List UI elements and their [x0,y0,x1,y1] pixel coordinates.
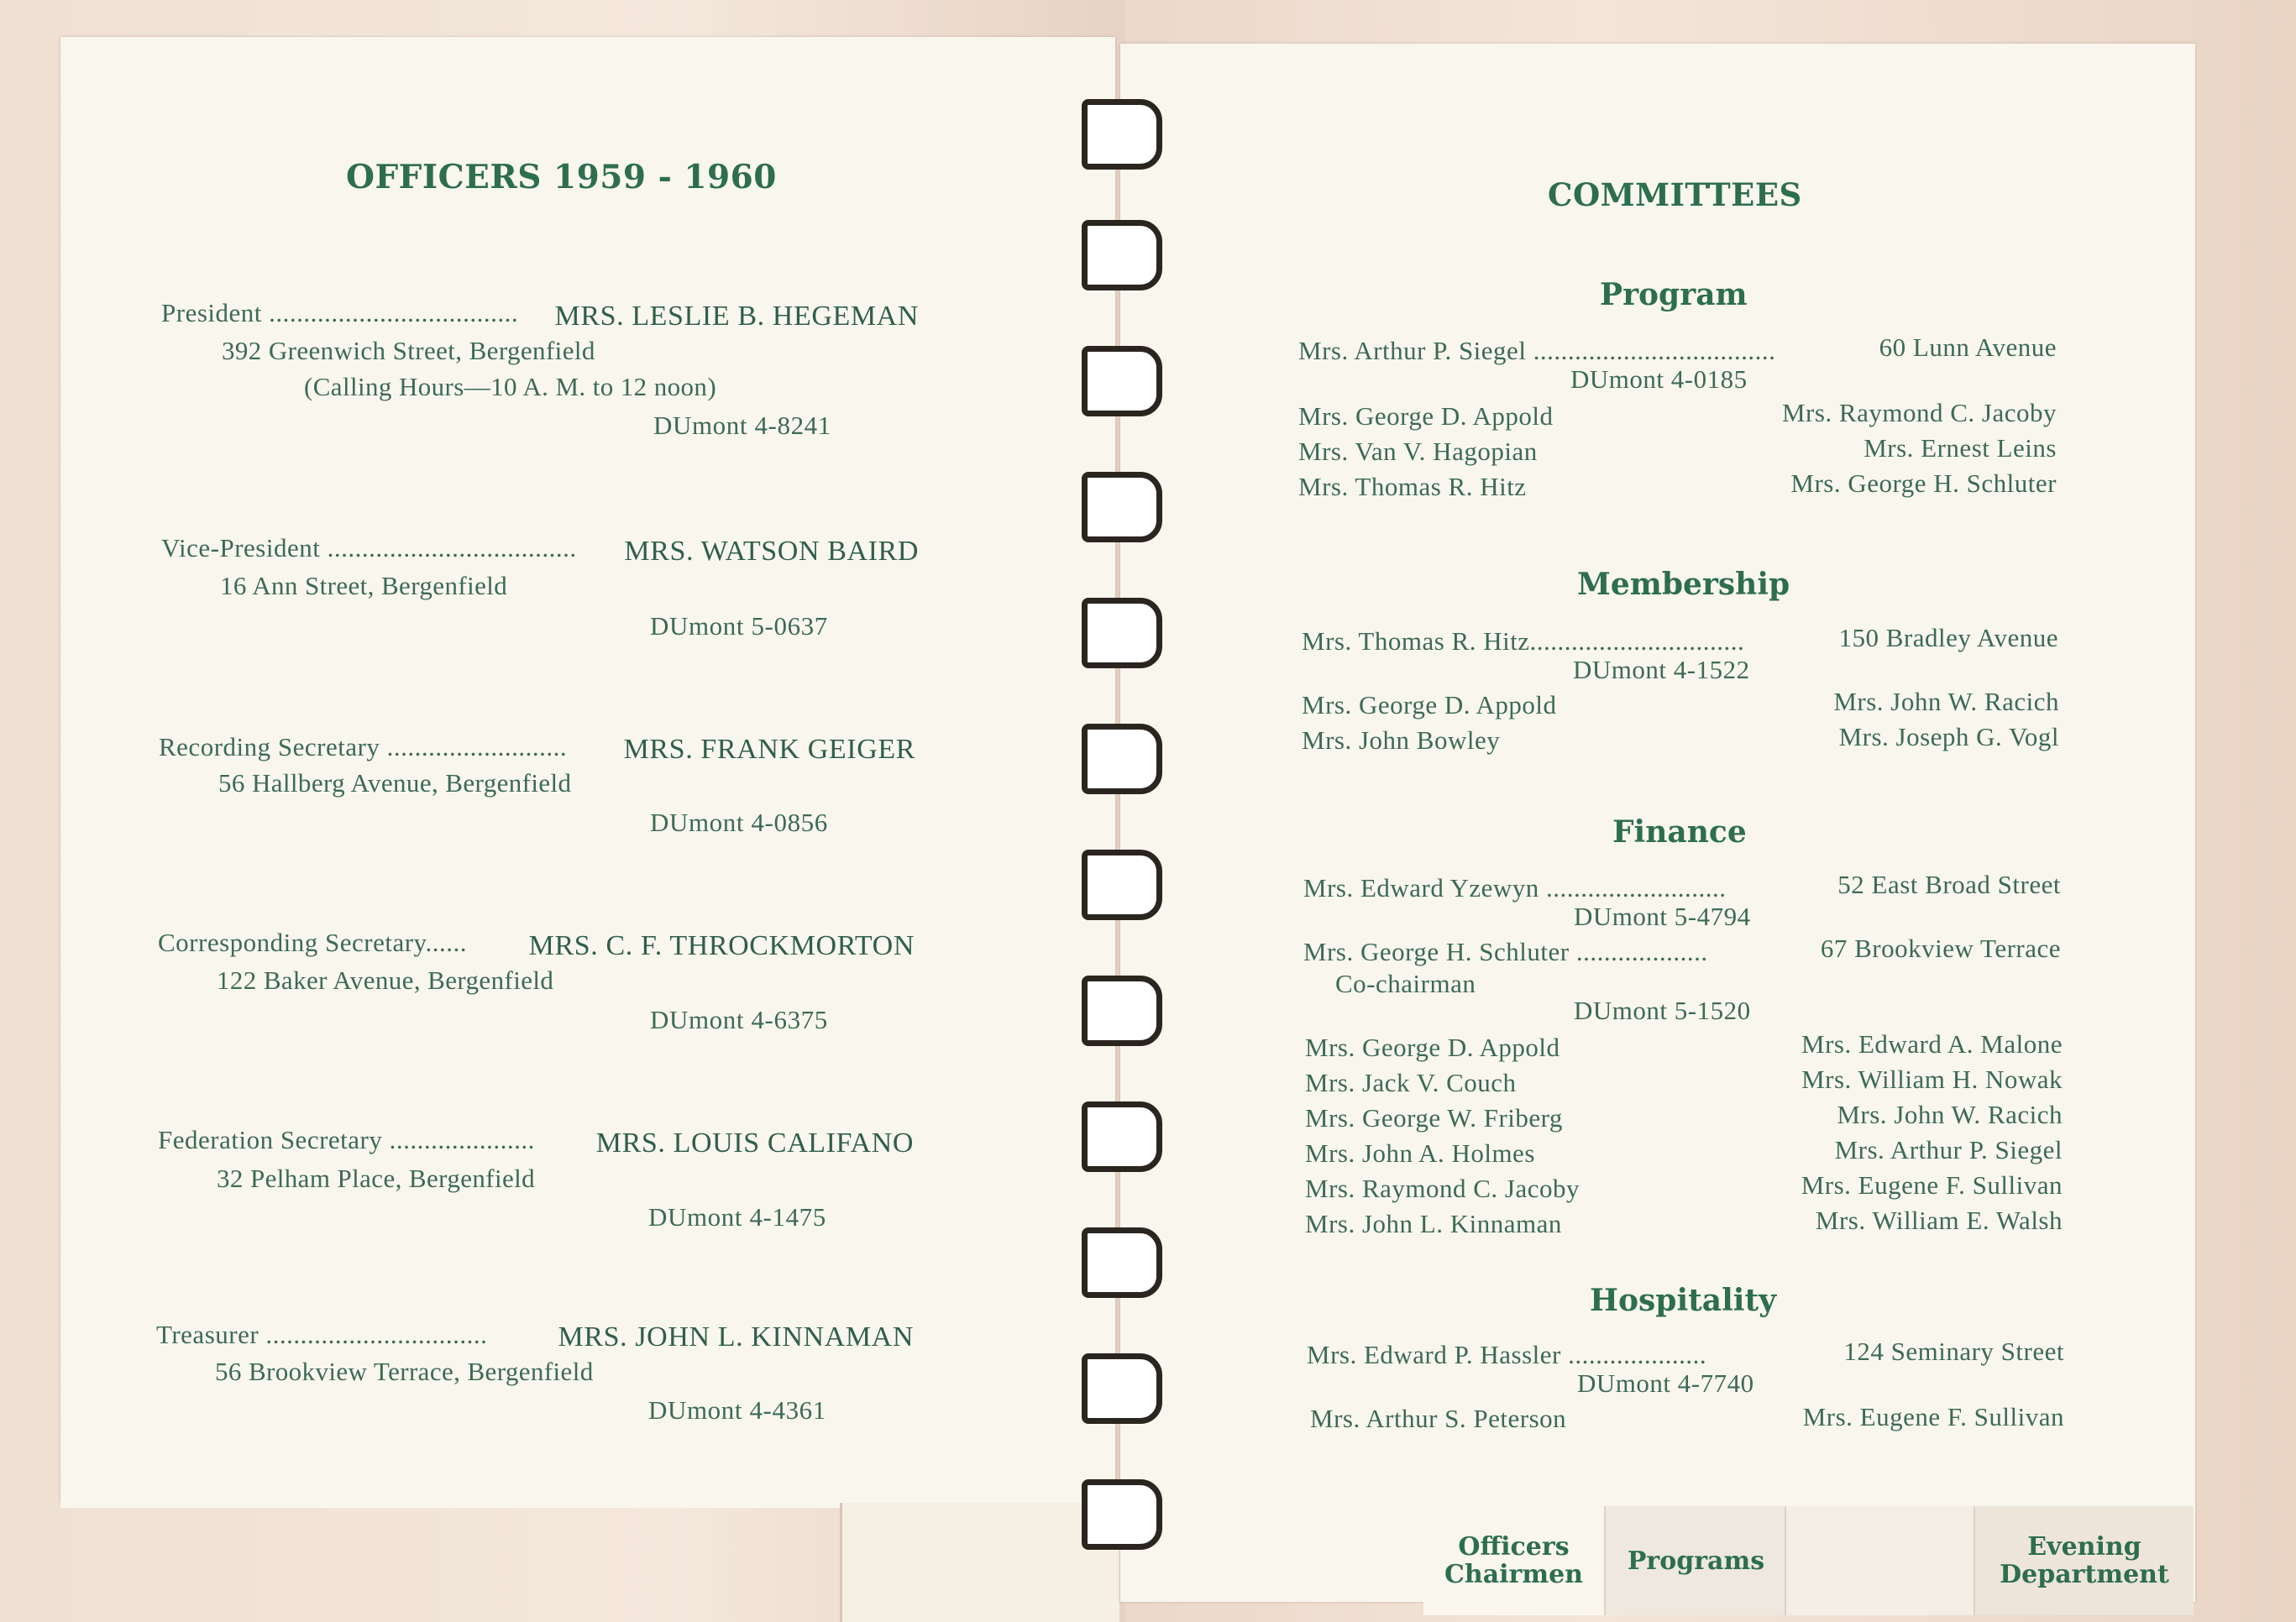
vice-president-name: MRS. WATSON BAIRD [624,536,919,567]
program-heading: Program [1600,277,1748,312]
program-member: Mrs. George H. Schluter [1790,468,2057,498]
membership-member: Mrs. John W. Racich [1833,687,2059,716]
spiral-coil [1082,346,1162,416]
tab-evening-label: Evening [2027,1532,2141,1562]
finance-member: Mrs. John W. Racich [1837,1100,2063,1129]
membership-member: Mrs. George D. Appold [1302,690,1557,719]
program-chair: Mrs. Arthur P. Siegel ................................... [1298,336,1776,365]
finance-member: Mrs. John A. Holmes [1305,1138,1535,1168]
membership-chair-phone: DUmont 4-1522 [1573,655,1750,684]
spiral-coil [1082,1101,1162,1172]
president-address: 392 Greenwich Street, Bergenfield [222,336,595,365]
finance-member: Mrs. Raymond C. Jacoby [1305,1174,1580,1203]
finance-cochair-label: Co-chairman [1335,969,1476,998]
hospitality-member: Mrs. Eugene F. Sullivan [1802,1402,2064,1431]
treasurer-address: 56 Brookview Terrace, Bergenfield [215,1357,594,1386]
finance-chair-phone: DUmont 5-4794 [1574,902,1751,931]
committees-title: COMMITTEES [1548,176,1802,213]
treasurer-phone: DUmont 4-4361 [648,1395,826,1425]
tab-officers-chairmen[interactable] [1423,1506,1604,1615]
finance-chair-address: 52 East Broad Street [1837,870,2061,899]
cover-flap [840,1503,1119,1622]
program-member: Mrs. Raymond C. Jacoby [1781,398,2057,427]
hospitality-heading: Hospitality [1590,1283,1776,1318]
treasurer-name: MRS. JOHN L. KINNAMAN [558,1321,914,1353]
spiral-coil [1082,1479,1162,1550]
tab-officers-label: Officers [1458,1532,1570,1562]
tab-programs[interactable] [1604,1506,1786,1615]
vice-president-address: 16 Ann Street, Bergenfield [220,571,508,600]
federation-secretary-label: Federation Secretary ..................... [158,1125,535,1154]
finance-member: Mrs. Eugene F. Sullivan [1801,1170,2063,1200]
finance-chair: Mrs. Edward Yzewyn .......................... [1303,873,1727,903]
vice-president-phone: DUmont 5-0637 [650,611,828,641]
corresponding-secretary-phone: DUmont 4-6375 [650,1005,828,1034]
spiral-coil [1082,598,1162,668]
membership-member: Mrs. Joseph G. Vogl [1838,722,2059,751]
spiral-coil [1082,1353,1162,1424]
spiral-coil [1082,220,1162,290]
tab-chairmen-label: Chairmen [1444,1560,1583,1589]
finance-member: Mrs. John L. Kinnaman [1305,1209,1562,1238]
finance-heading: Finance [1612,814,1747,850]
program-member: Mrs. George D. Appold [1298,401,1554,431]
recording-secretary-label: Recording Secretary .......................... [159,732,568,761]
spiral-coil [1082,850,1162,920]
tab-programs-label: Programs [1627,1546,1765,1576]
program-member: Mrs. Thomas R. Hitz [1298,472,1527,501]
program-chair-address: 60 Lunn Avenue [1879,332,2057,362]
finance-member: Mrs. William H. Nowak [1801,1065,2063,1094]
finance-member: Mrs. Edward A. Malone [1801,1029,2063,1059]
president-label: President .................................... [161,298,519,327]
membership-chair-address: 150 Bradley Avenue [1838,623,2058,652]
program-member: Mrs. Ernest Leins [1864,433,2057,463]
finance-member: Mrs. Jack V. Couch [1305,1068,1517,1097]
finance-cochair: Mrs. George H. Schluter ................... [1303,937,1708,966]
membership-heading: Membership [1577,567,1790,602]
tab-department-label: Department [2000,1560,2169,1589]
finance-cochair-phone: DUmont 5-1520 [1574,996,1751,1025]
finance-member: Mrs. George W. Friberg [1305,1103,1563,1133]
finance-member: Mrs. Arthur P. Siegel [1834,1135,2063,1164]
page-edge [60,1494,841,1508]
spiral-coil [1082,472,1162,542]
corresponding-secretary-name: MRS. C. F. THROCKMORTON [528,930,915,961]
tab-blank[interactable] [1785,1506,1975,1615]
recording-secretary-phone: DUmont 4-0856 [650,808,828,837]
federation-secretary-phone: DUmont 4-1475 [648,1202,826,1232]
finance-cochair-address: 67 Brookview Terrace [1820,934,2061,963]
vice-president-label: Vice-President .................................... [161,533,577,562]
spiral-coil [1082,724,1162,794]
recording-secretary-name: MRS. FRANK GEIGER [623,734,915,765]
corresponding-secretary-address: 122 Baker Avenue, Bergenfield [217,965,554,995]
hospitality-chair: Mrs. Edward P. Hassler .................... [1307,1340,1707,1369]
officers-title: OFFICERS 1959 - 1960 [346,158,777,196]
hospitality-member: Mrs. Arthur S. Peterson [1310,1404,1567,1433]
federation-secretary-name: MRS. LOUIS CALIFANO [595,1128,914,1159]
program-member: Mrs. Van V. Hagopian [1298,437,1538,466]
finance-member: Mrs. George D. Appold [1305,1033,1560,1062]
membership-chair: Mrs. Thomas R. Hitz............................... [1302,626,1745,656]
spiral-coil [1082,1227,1162,1298]
hospitality-chair-address: 124 Seminary Street [1843,1337,2064,1366]
tab-evening-department[interactable] [1974,1506,2194,1615]
treasurer-label: Treasurer ................................ [156,1320,488,1349]
spiral-coil [1082,99,1162,170]
president-name: MRS. LESLIE B. HEGEMAN [554,301,919,332]
federation-secretary-address: 32 Pelham Place, Bergenfield [217,1164,536,1193]
hospitality-chair-phone: DUmont 4-7740 [1577,1368,1754,1398]
president-calling-hours: (Calling Hours—10 A. M. to 12 noon) [304,372,717,401]
recording-secretary-address: 56 Hallberg Avenue, Bergenfield [218,768,572,798]
president-phone: DUmont 4-8241 [653,411,831,440]
membership-member: Mrs. John Bowley [1302,725,1501,755]
program-chair-phone: DUmont 4-0185 [1570,364,1748,394]
spiral-coil [1082,976,1162,1046]
corresponding-secretary-label: Corresponding Secretary...... [158,928,468,957]
finance-member: Mrs. William E. Walsh [1815,1206,2063,1235]
